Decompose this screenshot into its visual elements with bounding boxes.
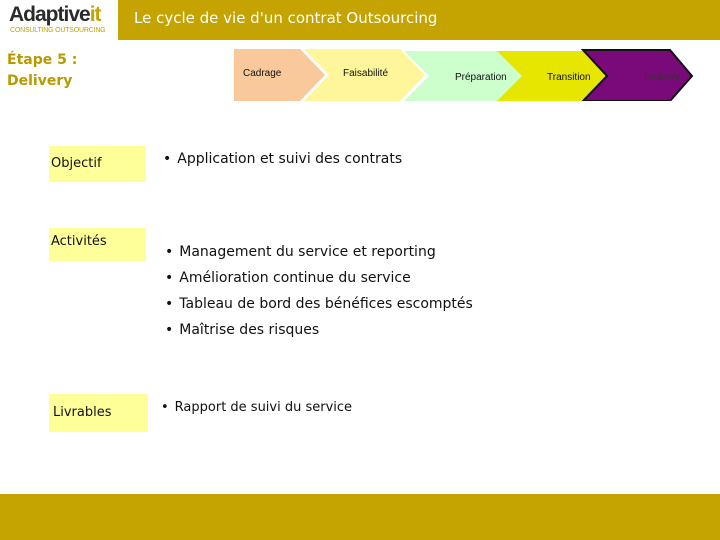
step-name: Delivery <box>7 73 73 89</box>
footer-bar <box>0 494 720 540</box>
stage-delivery-label: Delivery <box>644 72 681 83</box>
livrables-item: • Rapport de suivi du service <box>161 400 352 415</box>
livrables-label: Livrables <box>49 394 148 432</box>
logo-tagline: CONSULTING OUTSOURCING <box>10 27 106 34</box>
list-item: • Management du service et reporting <box>165 239 473 265</box>
logo-wordmark: Adaptiveit <box>9 3 101 26</box>
list-item: • Amélioration continue du service <box>165 265 473 291</box>
step-number: Étape 5 : <box>7 52 78 68</box>
header-bar <box>0 0 720 40</box>
objectif-item: • Application et suivi des contrats <box>163 151 402 167</box>
list-item: • Maîtrise des risques <box>165 317 473 343</box>
stage-cadrage-label: Cadrage <box>243 68 282 79</box>
slide-title: Le cycle de vie d'un contrat Outsourcing <box>134 9 438 27</box>
activites-list <box>165 239 473 343</box>
stage-faisabilite-label: Faisabilité <box>343 68 389 79</box>
stage-transition-label: Transition <box>547 72 591 83</box>
activites-label: Activités <box>49 228 146 261</box>
list-item: • Tableau de bord des bénéfices escomptés <box>165 291 473 317</box>
company-logo <box>0 0 118 40</box>
stage-preparation-label: Préparation <box>455 72 507 83</box>
step-title <box>7 50 107 92</box>
process-chevrons <box>230 49 695 101</box>
objectif-label: Objectif <box>49 146 146 182</box>
